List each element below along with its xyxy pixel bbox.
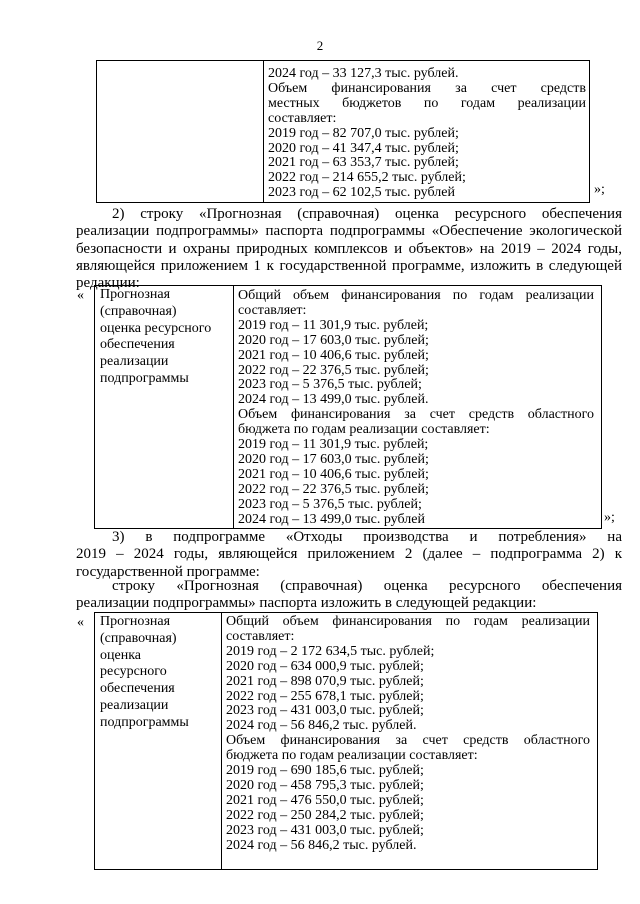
table-3-line: 2019 год – 2 172 634,5 тыс. рублей; [226,643,435,659]
label-line: обеспечения [100,337,175,353]
table-3-line: составляет: [226,628,295,644]
label-line: оценка [100,647,142,663]
table-2-line: 2019 год – 11 301,9 тыс. рублей; [238,437,429,453]
table-2-line: Общий объем финансирования по годам реализации [238,288,594,303]
table-3-values [226,615,590,854]
paragraph-line: редакции: [76,275,140,292]
paragraph-3 [76,529,622,581]
label-line: (справочная) [100,630,177,646]
table-1-line: 2023 год – 62 102,5 тыс. рублей [268,185,455,201]
label-line: Прогнозная [100,614,171,629]
label-line: Прогнозная [100,287,171,302]
table-2-line: 2019 год – 11 301,9 тыс. рублей; [238,317,429,333]
paragraph-line: строку «Прогнозная (справочная) оценка ресурсного обеспечения [112,578,622,594]
label-line: обеспечения [100,681,175,697]
table-2-line: 2022 год – 22 376,5 тыс. рублей; [238,481,429,497]
paragraph-line: 2019 – 2024 годы, являющейся приложением 2 (далее – подпрограмма 2) к [76,546,622,563]
label-line: ресурсного [100,664,167,680]
table-2-line: 2024 год – 13 499,0 тыс. рублей. [238,392,429,408]
table-3-line: 2022 год – 255 678,1 тыс. рублей; [226,688,424,704]
label-line: реализации [100,354,169,370]
table-2-divider [233,286,234,528]
table-3-line: 2024 год – 56 846,2 тыс. рублей. [226,718,417,734]
table-2-line: 2023 год – 5 376,5 тыс. рублей; [238,496,422,512]
paragraph-line: 3) в подпрограмме «Отходы производства и потребления» на [112,529,622,545]
table-2-label [100,287,230,388]
label-line: (справочная) [100,303,177,319]
table-1-line: 2021 год – 63 353,7 тыс. рублей; [268,155,459,171]
table-2-line: 2021 год – 10 406,6 тыс. рублей; [238,347,429,363]
table-2-line: бюджета по годам реализации составляет: [238,422,490,438]
table-2-line: составляет: [238,302,307,318]
table-2-line: 2021 год – 10 406,6 тыс. рублей; [238,466,429,482]
table-2-values [238,289,594,528]
table-3-label [100,614,216,732]
table-1-divider [263,61,264,202]
table-3-line: 2021 год – 476 550,0 тыс. рублей; [226,792,424,808]
table-1-line: 2024 год – 33 127,3 тыс. рублей. [268,66,459,81]
table-3-line: 2021 год – 898 070,9 тыс. рублей; [226,673,424,689]
table-3-line: 2024 год – 56 846,2 тыс. рублей. [226,837,417,853]
table-3-line: Объем финансирования за счет средств областного [226,733,590,749]
paragraph-2 [76,206,622,292]
paragraph-line: реализации подпрограммы» паспорта изложить в следующей редакции: [76,595,537,612]
paragraph-4 [76,578,622,613]
table-3-divider [221,613,222,869]
table-1-line: местных бюджетов по годам реализации [268,95,586,111]
table-3-opening-quote: « [77,615,84,630]
table-3-line: 2020 год – 458 795,3 тыс. рублей; [226,777,424,793]
table-2-line: 2020 год – 17 603,0 тыс. рублей; [238,332,429,348]
table-3-line: 2023 год – 431 003,0 тыс. рублей; [226,703,424,719]
paragraph-line: реализации подпрограммы» паспорта подпрограммы «Обеспечение экологической [76,223,622,240]
table-3-line: 2019 год – 690 185,6 тыс. рублей; [226,763,424,779]
table-2-line: 2022 год – 22 376,5 тыс. рублей; [238,362,429,378]
label-line: реализации [100,697,169,713]
table-1-line: 2022 год – 214 655,2 тыс. рублей; [268,170,466,186]
table-3-line: бюджета по годам реализации составляет: [226,748,478,764]
table-1-values [268,67,586,201]
table-1-closing-quote: »; [594,182,605,197]
table-2-closing-quote: »; [604,510,615,525]
paragraph-line: государственной программе: [76,563,260,580]
table-2-line: Объем финансирования за счет средств областного [238,407,594,423]
paragraph-line: являющейся приложением 1 к государственной программе, изложить в следующей [76,257,622,274]
table-3-line: 2022 год – 250 284,2 тыс. рублей; [226,807,424,823]
table-1-line: 2020 год – 41 347,4 тыс. рублей; [268,140,459,156]
label-line: оценка ресурсного [100,320,212,336]
table-3-line: 2020 год – 634 000,9 тыс. рублей; [226,658,424,674]
table-2-line: 2024 год – 13 499,0 тыс. рублей [238,511,425,527]
paragraph-line: 2) строку «Прогнозная (справочная) оценка ресурсного обеспечения [112,206,622,222]
table-2-line: 2020 год – 17 603,0 тыс. рублей; [238,451,429,467]
table-2-opening-quote: « [77,288,84,303]
table-3-line: 2023 год – 431 003,0 тыс. рублей; [226,822,424,838]
label-line: подпрограммы [100,370,189,386]
page-number: 2 [316,38,324,53]
table-1-line: 2019 год – 82 707,0 тыс. рублей; [268,125,459,141]
table-1-line: составляет: [268,110,337,126]
table-2-line: 2023 год – 5 376,5 тыс. рублей; [238,377,422,393]
paragraph-line: безопасности и охраны природных комплексов и объектов» на 2019 – 2024 годы, [76,240,622,257]
label-line: подпрограммы [100,714,189,730]
table-3-line: Общий объем финансирования по годам реализации [226,614,590,629]
table-1-line: Объем финансирования за счет средств [268,80,586,96]
